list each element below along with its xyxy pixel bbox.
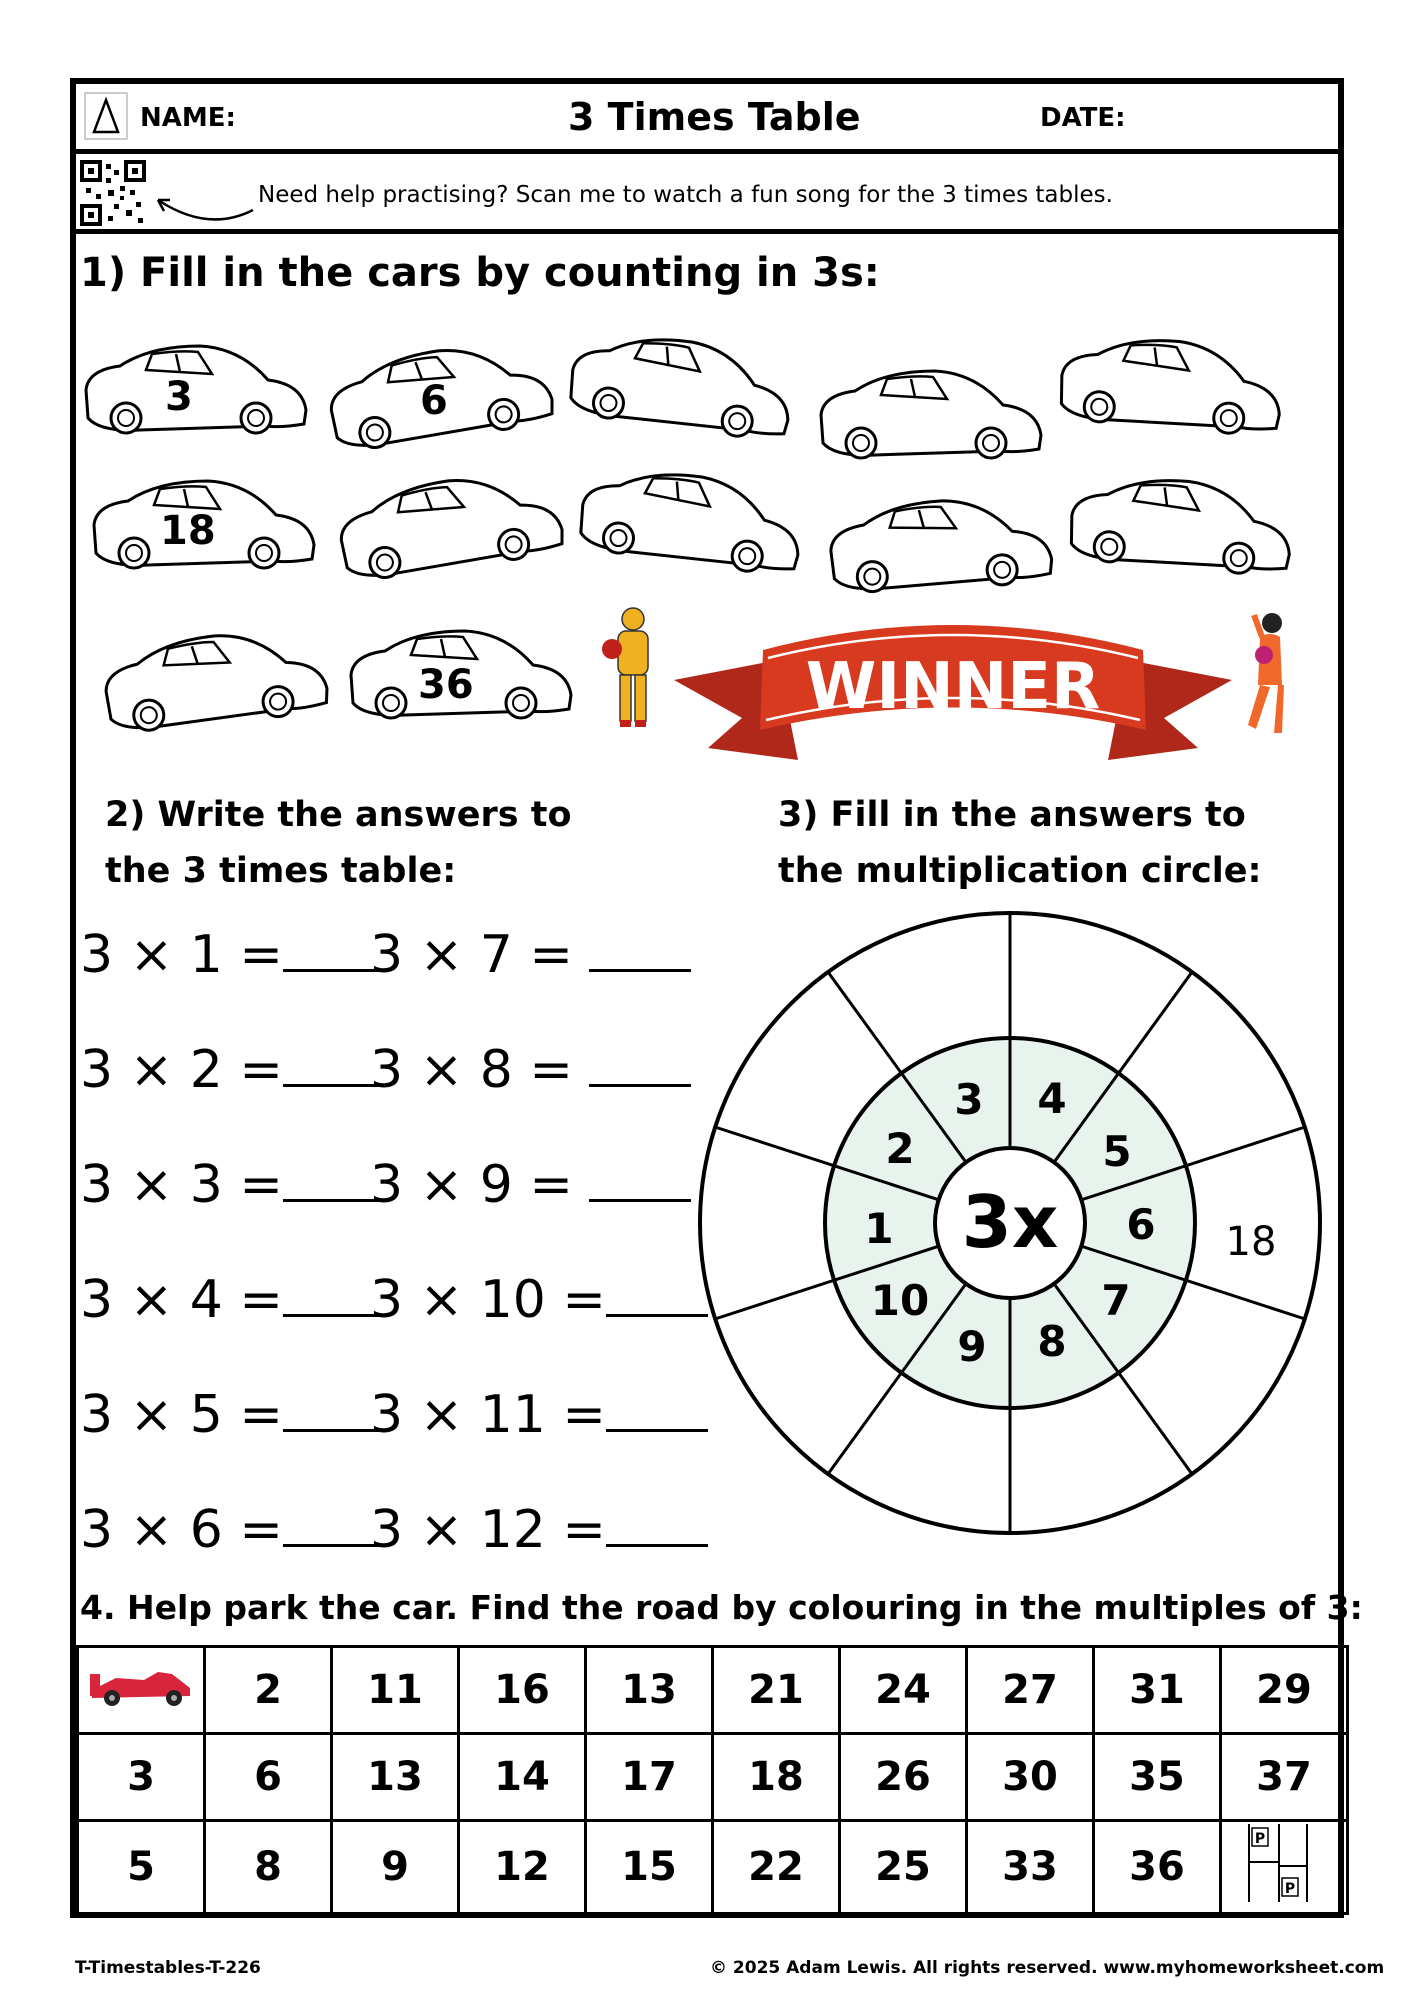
- circle-center-label: 3x: [961, 1180, 1059, 1264]
- racer-woman-icon: [1238, 605, 1298, 740]
- times-row-3: 3 × 3 =: [80, 1155, 388, 1215]
- car-8: [575, 470, 807, 580]
- circle-inner-number: 1: [864, 1204, 894, 1253]
- grid-row-2: [78, 1734, 1348, 1821]
- footer-copyright: © 2025 Adam Lewis. All rights reserved. www.myhomeworksheet.com: [710, 1958, 1385, 1978]
- section4-heading: 4. Help park the car. Find the road by colouring in the multiples of 3:: [80, 1588, 1363, 1627]
- banner-text: WINNER: [805, 650, 1101, 724]
- multiplication-circle: [690, 905, 1330, 1545]
- parking-label: P: [1254, 1831, 1266, 1847]
- answer-blank-7[interactable]: [589, 969, 691, 972]
- circle-inner-number: 2: [885, 1124, 915, 1173]
- section1-heading: 1) Fill in the cars by counting in 3s:: [80, 250, 880, 296]
- racer-driver-icon: [598, 605, 668, 730]
- times-row-7: 3 × 7 =: [370, 925, 691, 985]
- times-row-4: 3 × 4 =: [80, 1270, 388, 1330]
- times-row-10: 3 × 10 =: [370, 1270, 708, 1330]
- parking-lot-icon: [1229, 1822, 1339, 1902]
- circle-inner-number: 9: [957, 1322, 987, 1371]
- grid-cell[interactable]: 22: [713, 1821, 840, 1914]
- circle-inner-number: 6: [1126, 1200, 1156, 1249]
- grid-cell[interactable]: 21: [713, 1647, 840, 1734]
- logo-icon: [84, 92, 128, 140]
- car-6-number[interactable]: 18: [160, 508, 216, 554]
- times-row-5: 3 × 5 =: [80, 1385, 388, 1445]
- grid-cell[interactable]: 33: [967, 1821, 1094, 1914]
- date-label: DATE:: [1040, 103, 1126, 133]
- circle-inner-number: 10: [870, 1276, 930, 1325]
- grid-cell-start: [78, 1647, 205, 1734]
- winner-banner: [668, 620, 1238, 780]
- car-1: [80, 340, 312, 440]
- page-title: 3 Times Table: [568, 95, 861, 139]
- car-9: [825, 495, 1057, 605]
- circle-outer-answer: 18: [1225, 1219, 1277, 1265]
- help-text: Need help practising? Scan me to watch a fun song for the 3 times tables.: [258, 182, 1113, 208]
- car-2-number[interactable]: 6: [420, 378, 448, 424]
- grid-cell[interactable]: 8: [205, 1821, 332, 1914]
- circle-inner-number: 8: [1037, 1317, 1067, 1366]
- arrow-icon: [148, 188, 258, 228]
- section2-heading-line2: the 3 times table:: [105, 851, 457, 891]
- name-label: NAME:: [140, 103, 236, 133]
- grid-cell[interactable]: 14: [459, 1734, 586, 1821]
- times-row-6: 3 × 6 =: [80, 1500, 388, 1560]
- grid-cell[interactable]: 5: [78, 1821, 205, 1914]
- car-10: [1065, 475, 1297, 585]
- circle-inner-number: 4: [1037, 1074, 1067, 1123]
- times-row-12: 3 × 12 =: [370, 1500, 708, 1560]
- car-1-number[interactable]: 3: [165, 374, 193, 420]
- grid-cell[interactable]: 3: [78, 1734, 205, 1821]
- grid-cell[interactable]: 37: [1221, 1734, 1348, 1821]
- section3-heading-line2: the multiplication circle:: [778, 851, 1262, 891]
- car-5: [1055, 335, 1287, 445]
- times-row-1: 3 × 1 =: [80, 925, 388, 985]
- section3-heading-line1: 3) Fill in the answers to: [778, 795, 1246, 835]
- circle-inner-number: 3: [954, 1075, 984, 1124]
- car-12-number[interactable]: 36: [418, 662, 474, 708]
- grid-cell[interactable]: 18: [713, 1734, 840, 1821]
- grid-cell[interactable]: 15: [586, 1821, 713, 1914]
- grid-cell[interactable]: 36: [1094, 1821, 1221, 1914]
- qr-code-icon: [80, 160, 146, 226]
- circle-inner-number: 5: [1102, 1127, 1132, 1176]
- grid-cell-parking: [1221, 1821, 1348, 1914]
- grid-cell[interactable]: 9: [332, 1821, 459, 1914]
- circle-inner-number: 7: [1101, 1276, 1131, 1325]
- grid-cell[interactable]: 6: [205, 1734, 332, 1821]
- parking-grid: [76, 1645, 1349, 1915]
- grid-cell[interactable]: 13: [586, 1647, 713, 1734]
- car-7: [335, 475, 567, 585]
- grid-cell[interactable]: 16: [459, 1647, 586, 1734]
- grid-cell[interactable]: 25: [840, 1821, 967, 1914]
- race-car-icon: [86, 1660, 196, 1710]
- times-row-2: 3 × 2 =: [80, 1040, 388, 1100]
- grid-cell[interactable]: 31: [1094, 1647, 1221, 1734]
- times-row-8: 3 × 8 =: [370, 1040, 691, 1100]
- times-row-11: 3 × 11 =: [370, 1385, 708, 1445]
- footer-code: T-Timestables-T-226: [75, 1958, 261, 1978]
- car-11: [100, 630, 332, 740]
- parking-label: P: [1284, 1881, 1296, 1897]
- grid-cell[interactable]: 30: [967, 1734, 1094, 1821]
- grid-row-1: [78, 1647, 1348, 1734]
- grid-cell[interactable]: 26: [840, 1734, 967, 1821]
- grid-cell[interactable]: 12: [459, 1821, 586, 1914]
- grid-cell[interactable]: 29: [1221, 1647, 1348, 1734]
- grid-cell[interactable]: 35: [1094, 1734, 1221, 1821]
- grid-cell[interactable]: 17: [586, 1734, 713, 1821]
- grid-cell[interactable]: 13: [332, 1734, 459, 1821]
- answer-blank-9[interactable]: [589, 1199, 691, 1202]
- times-row-9: 3 × 9 =: [370, 1155, 691, 1215]
- section2-heading-line1: 2) Write the answers to: [105, 795, 572, 835]
- answer-blank-8[interactable]: [589, 1084, 691, 1087]
- grid-row-3: [78, 1821, 1348, 1914]
- grid-cell[interactable]: 27: [967, 1647, 1094, 1734]
- grid-cell[interactable]: 11: [332, 1647, 459, 1734]
- car-4: [815, 365, 1047, 465]
- car-3: [565, 335, 797, 445]
- grid-cell[interactable]: 24: [840, 1647, 967, 1734]
- grid-cell[interactable]: 2: [205, 1647, 332, 1734]
